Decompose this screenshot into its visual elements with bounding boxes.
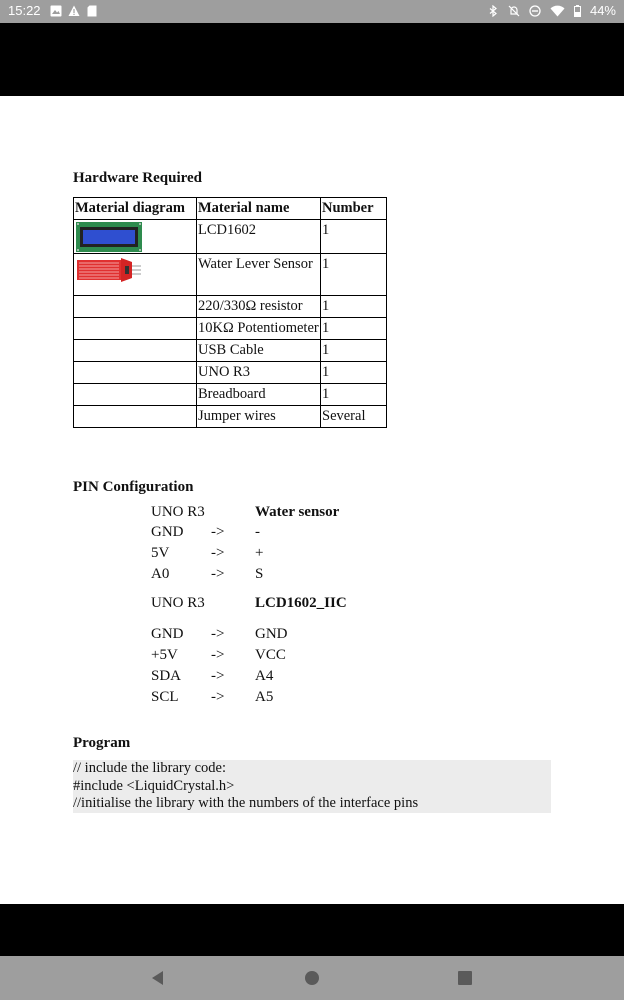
table-header-row bbox=[74, 198, 387, 220]
home-icon[interactable] bbox=[302, 968, 322, 988]
water-sensor-image bbox=[76, 256, 142, 284]
material-number-cell: 1 bbox=[321, 220, 387, 254]
material-diagram-cell bbox=[74, 296, 197, 318]
table-row bbox=[74, 296, 387, 318]
pin-arrow: -> bbox=[211, 545, 225, 561]
table-header: Material diagram bbox=[74, 198, 197, 220]
program-heading: Program bbox=[73, 735, 131, 751]
pin-uno: SCL bbox=[151, 689, 179, 705]
bluetooth-icon bbox=[487, 5, 499, 17]
pin-header-uno: UNO R3 bbox=[151, 504, 205, 520]
sd-card-icon bbox=[86, 5, 98, 17]
pin-header-uno: UNO R3 bbox=[151, 595, 205, 611]
hardware-heading: Hardware Required bbox=[73, 170, 203, 186]
wifi-icon bbox=[550, 5, 565, 17]
material-number-cell: 1 bbox=[321, 254, 387, 296]
status-bar bbox=[0, 0, 624, 23]
dnd-icon bbox=[529, 5, 541, 17]
table-header: Material name bbox=[197, 198, 321, 220]
letterbox-top bbox=[0, 23, 624, 96]
recents-icon[interactable] bbox=[455, 968, 475, 988]
material-name-cell: Breadboard bbox=[197, 384, 321, 406]
table-header: Number bbox=[321, 198, 387, 220]
back-icon[interactable] bbox=[148, 968, 168, 988]
pin-uno: +5V bbox=[151, 647, 178, 663]
material-number-cell: 1 bbox=[321, 362, 387, 384]
pin-uno: SDA bbox=[151, 668, 182, 684]
notifications-off-icon bbox=[508, 5, 520, 17]
material-name-cell: UNO R3 bbox=[197, 362, 321, 384]
table-row bbox=[74, 362, 387, 384]
material-number-cell: 1 bbox=[321, 384, 387, 406]
warning-icon bbox=[68, 5, 80, 17]
code-line: #include <LiquidCrystal.h> bbox=[73, 777, 235, 794]
pin-target: A4 bbox=[255, 668, 274, 684]
code-block bbox=[73, 760, 551, 813]
material-name-cell: LCD1602 bbox=[197, 220, 321, 254]
material-name-cell: 10KΩ Potentiometer bbox=[197, 318, 321, 340]
material-diagram-cell bbox=[74, 384, 197, 406]
pin-arrow: -> bbox=[211, 524, 225, 540]
material-number-cell: 1 bbox=[321, 318, 387, 340]
material-diagram-cell bbox=[74, 340, 197, 362]
navigation-bar bbox=[0, 956, 624, 1000]
pin-uno: A0 bbox=[151, 566, 170, 582]
pin-target: VCC bbox=[255, 647, 286, 663]
pin-header-device: Water sensor bbox=[255, 504, 340, 520]
material-diagram-cell bbox=[74, 254, 197, 296]
pin-target: + bbox=[255, 545, 264, 561]
material-diagram-cell bbox=[74, 318, 197, 340]
pin-uno: GND bbox=[151, 524, 184, 540]
material-diagram-cell bbox=[74, 406, 197, 428]
pin-target: GND bbox=[255, 626, 288, 642]
material-number-cell: 1 bbox=[321, 296, 387, 318]
pin-arrow: -> bbox=[211, 566, 225, 582]
pin-configuration-heading: PIN Configuration bbox=[73, 479, 194, 495]
material-name-cell: USB Cable bbox=[197, 340, 321, 362]
material-number-cell: Several bbox=[321, 406, 387, 428]
pin-arrow: -> bbox=[211, 668, 225, 684]
material-name-cell: 220/330Ω resistor bbox=[197, 296, 321, 318]
letterbox-bottom bbox=[0, 904, 624, 956]
pin-arrow: -> bbox=[211, 647, 225, 663]
table-row bbox=[74, 254, 387, 296]
code-line: //initialise the library with the numbers of the interface pins bbox=[73, 795, 419, 811]
pin-arrow: -> bbox=[211, 689, 225, 705]
material-number-cell: 1 bbox=[321, 340, 387, 362]
pin-header-device: LCD1602_IIC bbox=[255, 595, 347, 611]
material-diagram-cell bbox=[74, 220, 197, 254]
pin-arrow: -> bbox=[211, 626, 225, 642]
hardware-table bbox=[73, 197, 387, 428]
material-name-cell: Water Lever Sensor bbox=[197, 254, 321, 296]
table-row bbox=[74, 384, 387, 406]
pin-target: S bbox=[255, 566, 264, 582]
pin-target: A5 bbox=[255, 689, 274, 705]
pin-uno: 5V bbox=[151, 545, 170, 561]
table-row bbox=[74, 318, 387, 340]
battery-icon bbox=[574, 5, 581, 17]
table-row bbox=[74, 406, 387, 428]
table-row bbox=[74, 220, 387, 254]
material-diagram-cell bbox=[74, 362, 197, 384]
battery-level: 44% bbox=[589, 3, 616, 18]
image-icon bbox=[50, 5, 62, 17]
status-time: 15:22 bbox=[8, 3, 41, 18]
table-row bbox=[74, 340, 387, 362]
pin-target: - bbox=[255, 524, 260, 540]
material-name-cell: Jumper wires bbox=[197, 406, 321, 428]
lcd-module-image bbox=[76, 222, 142, 252]
pin-uno: GND bbox=[151, 626, 184, 642]
code-line: // include the library code: bbox=[73, 760, 227, 776]
